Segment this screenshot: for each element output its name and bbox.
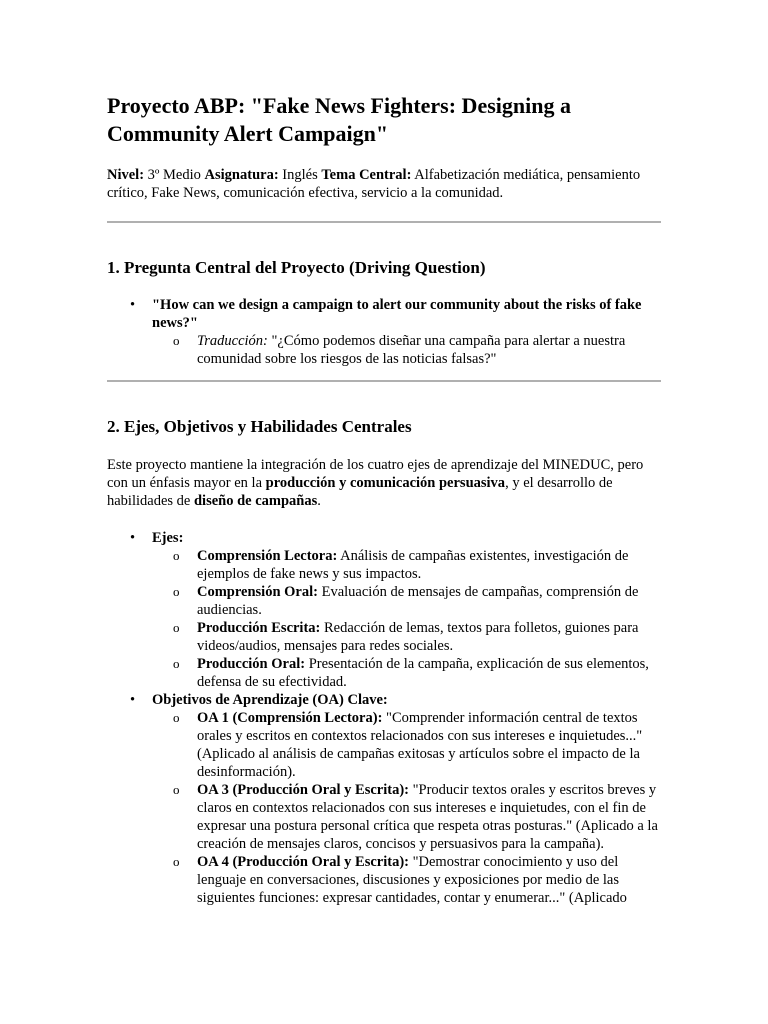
translation-label: Traducción: (197, 333, 268, 349)
ejes-list (152, 547, 661, 691)
eje-item (197, 619, 661, 655)
section2-heading: 2. Ejes, Objetivos y Habilidades Centrales (107, 417, 412, 436)
asignatura-value: Inglés (278, 167, 322, 183)
eje-item (197, 583, 661, 619)
driving-question-item (152, 296, 661, 368)
ejes-label: Ejes: (152, 530, 184, 546)
document-title: Proyecto ABP: "Fake News Fighters: Designing a Community Alert Campaign" (107, 93, 571, 146)
eje-text: Análisis de campañas existentes, investigación de ejemplos de fake news y sus impactos. (197, 548, 629, 582)
oa-entry-label: OA 4 (Producción Oral y Escrita): (197, 854, 409, 870)
intro-bold-design: diseño de campañas (193, 493, 318, 509)
asignatura-label: Asignatura: (204, 167, 279, 183)
intro-text-c: , y el desarrollo de habilidades de (107, 475, 613, 509)
metadata-line (107, 166, 661, 202)
eje-text: Redacción de lemas, textos para folletos, guiones para videos/audios, mensajes para redes sociales. (197, 620, 639, 654)
translation-item (197, 332, 661, 368)
section2-intro (107, 456, 661, 510)
oa-entry (197, 781, 661, 853)
oa-entry-text: "Comprender información central de textos orales y escritos en contextos relacionados con sus intereses e inquietudes..." (Aplicado al análisis de campañas exitosas y artículos sobre el impacto de la desinformación). (197, 710, 643, 780)
section1-list (107, 296, 661, 368)
eje-label: Producción Escrita: (197, 620, 321, 636)
divider-2 (107, 380, 661, 382)
oa-entry-label: OA 3 (Producción Oral y Escrita): (197, 782, 409, 798)
nivel-value: 3º Medio (144, 167, 205, 183)
oa-entry-label: OA 1 (Comprensión Lectora): (197, 710, 383, 726)
intro-text-e: . (317, 493, 321, 509)
translation-text: "¿Cómo podemos diseñar una campaña para alertar a nuestra comunidad sobre los riesgos de las noticias falsas?" (197, 333, 626, 367)
oa-label: Objetivos de Aprendizaje (OA) Clave: (152, 692, 388, 708)
oa-entry (197, 709, 661, 781)
divider-1 (107, 221, 661, 223)
intro-text-a: Este proyecto mantiene la integración de los cuatro ejes de aprendizaje del MINEDUC, pero con un énfasis mayor en la (107, 457, 644, 491)
eje-label: Comprensión Lectora: (197, 548, 338, 564)
eje-item (197, 547, 661, 583)
section1-heading: 1. Pregunta Central del Proyecto (Driving Question) (107, 258, 486, 277)
ejes-item (152, 529, 661, 691)
driving-question: "How can we design a campaign to alert our community about the risks of fake news?" (152, 297, 642, 331)
eje-text: Evaluación de mensajes de campañas, comprensión de audiencias. (197, 584, 639, 618)
tema-label: Tema Central: (321, 167, 412, 183)
eje-text: Presentación de la campaña, explicación de sus elementos, defensa de su efectividad. (197, 656, 649, 690)
eje-label: Producción Oral: (197, 656, 306, 672)
section2-list (107, 529, 661, 907)
eje-label: Comprensión Oral: (197, 584, 318, 600)
eje-item (197, 655, 661, 691)
nivel-label: Nivel: (107, 167, 145, 183)
oa-list (152, 709, 661, 907)
oa-item (152, 691, 661, 907)
intro-bold-production: producción y comunicación persuasiva (265, 475, 506, 491)
oa-entry (197, 853, 661, 907)
oa-entry-text: "Producir textos orales y escritos breves y claros en contextos relacionados con sus intereses e inquietudes, con el fin de expresar una postura personal crítica que respeta otras posturas." (Aplicado a la creación de mensajes claros, concisos y persuasivos para la campaña). (197, 782, 658, 852)
oa-entry-text: "Demostrar conocimiento y uso del lenguaje en conversaciones, discusiones y exposiciones por medio de las siguientes funciones: expresar cantidades, contar y enumerar..." (Aplicado (197, 854, 627, 906)
translation-list (152, 332, 661, 368)
tema-value: Alfabetización mediática, pensamiento crítico, Fake News, comunicación efectiva, servicio a la comunidad. (107, 167, 641, 201)
